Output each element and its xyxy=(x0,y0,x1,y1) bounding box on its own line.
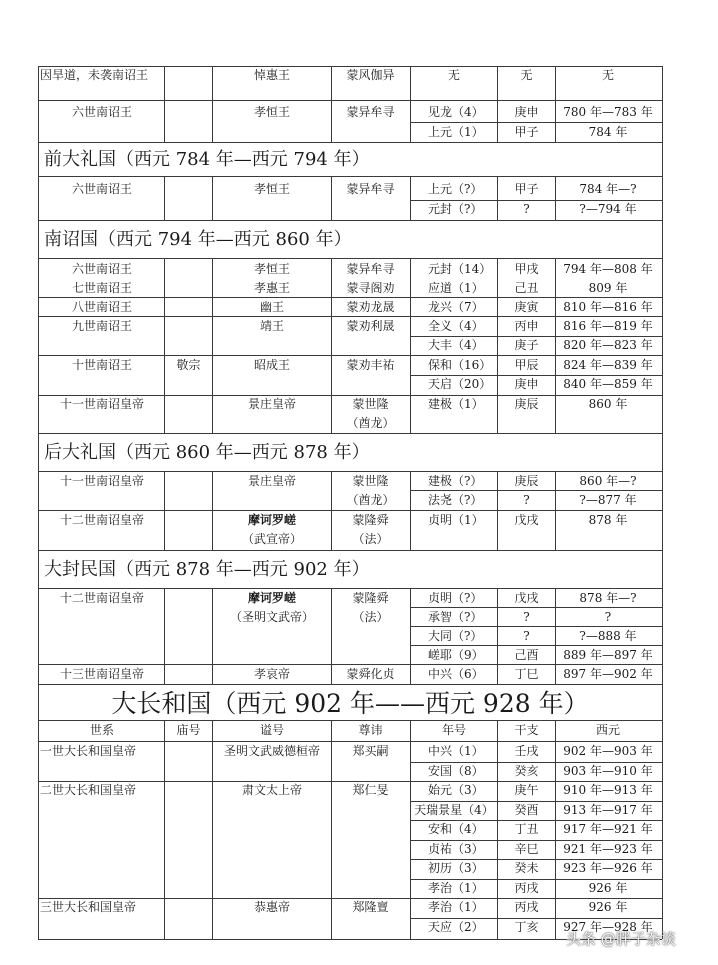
grid-vline xyxy=(164,720,165,939)
era-name-cell: 上元（?） xyxy=(428,182,483,196)
section-title-hou-dali: 后大礼国（西元 860 年—西元 878 年） xyxy=(44,442,370,463)
era-name-cell: 始元（3） xyxy=(428,783,484,797)
generation-cell: 十三世南诏皇帝 xyxy=(59,667,144,681)
ganzhi-cell: 癸未 xyxy=(514,861,539,875)
ganzhi-cell: 无 xyxy=(520,68,533,82)
era-name-cell: 孝治（1） xyxy=(428,900,484,914)
era-name-cell: 中兴（6） xyxy=(428,667,484,681)
ad-years-cell: 878 年 xyxy=(588,513,628,527)
posthumous-name-cell: 孝恒王 xyxy=(253,105,290,119)
era-name-cell: 中兴（1） xyxy=(428,744,484,758)
grid-hline xyxy=(38,220,662,221)
era-name-cell: 安国（8） xyxy=(428,764,484,778)
ad-years-cell: ? xyxy=(604,610,612,624)
era-name-cell: 龙兴（7） xyxy=(428,300,484,314)
header-cell: 尊讳 xyxy=(358,723,383,737)
ganzhi-cell: 甲子 xyxy=(514,125,539,139)
grid-vline xyxy=(662,66,663,939)
ad-years-cell: 923 年—926 年 xyxy=(563,861,653,875)
grid-vline xyxy=(410,720,411,939)
era-name-cell: 嵯耶（9） xyxy=(428,648,484,662)
era-name-cell: 天应（2） xyxy=(428,920,484,934)
grid-vline xyxy=(164,471,165,550)
posthumous-name-alt-cell: （武宣帝） xyxy=(241,532,302,546)
posthumous-name-cell: 景庄皇帝 xyxy=(247,397,296,411)
ganzhi-cell: 丁丑 xyxy=(514,822,539,836)
era-name-cell: 贞明（1） xyxy=(428,513,484,527)
ad-years-cell: 816 年—819 年 xyxy=(563,319,653,333)
posthumous-name-cell: 圣明文武威德桓帝 xyxy=(223,744,320,758)
grid-vline xyxy=(410,471,411,550)
ganzhi-cell: 丙申 xyxy=(514,319,539,333)
era-name-cell: 天启（20） xyxy=(428,377,492,391)
personal-name-cell: 蒙世隆 xyxy=(352,397,389,411)
personal-name-cell: 郑仁旻 xyxy=(352,783,389,797)
header-cell: 谥号 xyxy=(259,723,284,737)
personal-name-cell: 蒙异牟寻 xyxy=(346,105,395,119)
era-name-cell: 元封（?） xyxy=(428,202,483,216)
ad-years-cell: 无 xyxy=(601,68,614,82)
grid-vline xyxy=(164,258,165,433)
personal-name-cell: 蒙隆舜 xyxy=(352,513,389,527)
ganzhi-cell: 庚午 xyxy=(514,783,539,797)
ad-years-cell: 903 年—910 年 xyxy=(563,764,653,778)
era-name-cell: 大丰（4） xyxy=(428,338,484,352)
ganzhi-cell: 己酉 xyxy=(514,648,539,662)
ad-years-cell: 921 年—923 年 xyxy=(563,842,653,856)
posthumous-name-cell: 靖王 xyxy=(259,319,284,333)
ad-years-cell: 910 年—913 年 xyxy=(563,783,653,797)
ganzhi-cell: 丁亥 xyxy=(514,920,539,934)
ganzhi-cell: 癸酉 xyxy=(514,803,539,817)
era-name-cell: 建极（1） xyxy=(428,397,484,411)
ad-years-cell: 824 年—839 年 xyxy=(563,358,653,372)
personal-name-cell: 郑买嗣 xyxy=(352,744,389,758)
ganzhi-cell: ? xyxy=(523,493,530,507)
grid-hline xyxy=(38,142,662,143)
header-cell: 西元 xyxy=(595,723,620,737)
posthumous-name-cell: 孝惠王 xyxy=(253,281,290,295)
era-name-cell: 应道（1） xyxy=(428,281,484,295)
grid-vline xyxy=(38,66,39,939)
ganzhi-cell: 甲辰 xyxy=(514,358,539,372)
ganzhi-cell: 戊戌 xyxy=(514,513,539,527)
ganzhi-cell: 己丑 xyxy=(514,281,539,295)
ganzhi-cell: 丁巳 xyxy=(514,667,539,681)
posthumous-name-cell: 肃文太上帝 xyxy=(241,783,302,797)
personal-name-cell: 蒙隆舜 xyxy=(352,591,389,605)
ad-years-cell: 780 年—783 年 xyxy=(563,105,653,119)
header-cell: 年号 xyxy=(441,723,466,737)
header-cell: 庙号 xyxy=(176,723,201,737)
personal-name-cell: 蒙世隆 xyxy=(352,474,389,488)
grid-vline xyxy=(410,258,411,433)
posthumous-name-cell: 幽王 xyxy=(259,300,284,314)
posthumous-name-cell: 摩诃罗嵯 xyxy=(247,591,296,605)
generation-cell: 十世南诏王 xyxy=(71,358,132,372)
generation-cell: 六世南诏王 xyxy=(71,182,132,196)
personal-name-cell: 蒙异牟寻 xyxy=(346,262,395,276)
posthumous-name-cell: 摩诃罗嵯 xyxy=(247,513,296,527)
posthumous-name-cell: 昭成王 xyxy=(253,358,290,372)
generation-cell: 八世南诏王 xyxy=(71,300,132,314)
generation-cell: 十一世南诏皇帝 xyxy=(59,474,144,488)
ad-years-cell: ?—888 年 xyxy=(579,629,637,643)
era-name-cell: 孝治（1） xyxy=(428,881,484,895)
ad-years-cell: 897 年—902 年 xyxy=(563,667,653,681)
era-name-cell: 安和（4） xyxy=(428,822,484,836)
era-name-cell: 见龙（4） xyxy=(428,105,484,119)
ad-years-cell: 860 年 xyxy=(588,397,628,411)
ad-years-cell: 809 年 xyxy=(588,281,628,295)
ad-years-cell: 902 年—903 年 xyxy=(563,744,653,758)
grid-hline xyxy=(38,100,662,101)
ad-years-cell: 889 年—897 年 xyxy=(563,648,653,662)
header-cell: 世系 xyxy=(89,723,114,737)
header-cell: 干支 xyxy=(514,723,539,737)
era-name-cell: 承智（?） xyxy=(428,610,483,624)
ganzhi-cell: 辛巳 xyxy=(514,842,539,856)
personal-name-cell: 蒙劝利晟 xyxy=(346,319,395,333)
personal-name-cell: 蒙劝丰祐 xyxy=(346,358,395,372)
era-name-cell: 上元（1） xyxy=(428,125,484,139)
era-name-cell: 全义（4） xyxy=(428,319,484,333)
era-name-cell: 建极（?） xyxy=(428,474,483,488)
grid-vline xyxy=(410,176,411,220)
posthumous-name-cell: 恭惠帝 xyxy=(253,900,290,914)
era-name-cell: 保和（16） xyxy=(428,358,492,372)
ad-years-cell: 927 年—928 年 xyxy=(563,920,653,934)
ganzhi-cell: 庚辰 xyxy=(514,397,539,411)
ad-years-cell: 840 年—859 年 xyxy=(563,377,653,391)
ad-years-cell: 926 年 xyxy=(588,881,628,895)
grid-vline xyxy=(164,66,165,142)
era-name-cell: 无 xyxy=(447,68,460,82)
generation-cell: 十二世南诏皇帝 xyxy=(59,513,144,527)
generation-cell: 七世南诏王 xyxy=(71,281,132,295)
grid-vline xyxy=(164,176,165,220)
era-name-cell: 贞祐（3） xyxy=(428,842,484,856)
era-name-cell: 元封（14） xyxy=(428,262,492,276)
grid-hline xyxy=(38,550,662,551)
section-title-nanzhao: 南诏国（西元 794 年—西元 860 年） xyxy=(44,229,352,250)
ganzhi-cell: ? xyxy=(523,202,530,216)
generation-cell: 九世南诏王 xyxy=(71,319,132,333)
grid-hline xyxy=(38,258,662,259)
ganzhi-cell: 庚辰 xyxy=(514,474,539,488)
alias-cell: （法） xyxy=(352,610,389,624)
generation-cell: 十二世南诏皇帝 xyxy=(59,591,144,605)
generation-cell: 三世大长和国皇帝 xyxy=(40,900,137,914)
personal-name-cell: 郑隆亶 xyxy=(352,900,389,914)
ad-years-cell: 784 年—? xyxy=(579,182,637,196)
ad-years-cell: ?—794 年 xyxy=(579,202,637,216)
alias-cell: （酋龙） xyxy=(346,416,395,430)
generation-cell: 二世大长和国皇帝 xyxy=(40,783,137,797)
ganzhi-cell: ? xyxy=(523,629,530,643)
watermark: 头条 @胖子杂谈 xyxy=(566,930,676,948)
ad-years-cell: 860 年—? xyxy=(579,474,637,488)
grid-vline xyxy=(164,588,165,684)
ganzhi-cell: 庚申 xyxy=(514,377,539,391)
ad-years-cell: 878 年—? xyxy=(579,591,637,605)
ganzhi-cell: 戊戌 xyxy=(514,591,539,605)
generation-cell: 六世南诏王 xyxy=(71,262,132,276)
ganzhi-cell: 癸亥 xyxy=(514,764,539,778)
grid-hline xyxy=(38,176,662,177)
ganzhi-cell: 丙戌 xyxy=(514,881,539,895)
temple-name-cell: 敬宗 xyxy=(176,358,201,372)
posthumous-name-alt-cell: （圣明文武帝） xyxy=(229,610,314,624)
grid-vline xyxy=(410,588,411,684)
ad-years-cell: 913 年—917 年 xyxy=(563,803,653,817)
grid-hline xyxy=(38,433,662,434)
ganzhi-cell: 丙戌 xyxy=(514,900,539,914)
ad-years-cell: 820 年—823 年 xyxy=(563,338,653,352)
personal-name-cell: 蒙舜化贞 xyxy=(346,667,395,681)
ganzhi-cell: 甲戌 xyxy=(514,262,539,276)
ad-years-cell: 810 年—816 年 xyxy=(563,300,653,314)
ganzhi-cell: 庚申 xyxy=(514,105,539,119)
generation-cell: 因旱道，未袭南诏王 xyxy=(40,68,149,82)
section-title-dachanghe: 大长和国（西元 902 年——西元 928 年） xyxy=(111,689,589,718)
ganzhi-cell: 庚寅 xyxy=(514,300,539,314)
ad-years-cell: 784 年 xyxy=(588,125,628,139)
posthumous-name-cell: 悼惠王 xyxy=(253,68,290,82)
alias-cell: （法） xyxy=(352,532,389,546)
ganzhi-cell: 庚子 xyxy=(514,338,539,352)
ganzhi-cell: 壬戌 xyxy=(514,744,539,758)
era-name-cell: 大同（?） xyxy=(428,629,483,643)
section-title-dafengmin: 大封民国（西元 878 年—西元 902 年） xyxy=(44,559,370,580)
posthumous-name-cell: 孝哀帝 xyxy=(253,667,290,681)
personal-name-cell: 蒙寻阁劝 xyxy=(346,281,395,295)
ad-years-cell: 917 年—921 年 xyxy=(563,822,653,836)
posthumous-name-cell: 景庄皇帝 xyxy=(247,474,296,488)
posthumous-name-cell: 孝恒王 xyxy=(253,182,290,196)
generation-cell: 六世南诏王 xyxy=(71,105,132,119)
ad-years-cell: 926 年 xyxy=(588,900,628,914)
posthumous-name-cell: 孝恒王 xyxy=(253,262,290,276)
generation-cell: 一世大长和国皇帝 xyxy=(40,744,137,758)
personal-name-cell: 蒙劝龙晟 xyxy=(346,300,395,314)
era-name-cell: 天瑞景星（4） xyxy=(414,803,494,817)
personal-name-cell: 蒙风伽异 xyxy=(346,68,395,82)
era-name-cell: 法尧（?） xyxy=(428,493,483,507)
alias-cell: （酋龙） xyxy=(346,493,395,507)
personal-name-cell: 蒙异牟寻 xyxy=(346,182,395,196)
generation-cell: 十一世南诏皇帝 xyxy=(59,397,144,411)
section-title-qian-dali: 前大礼国（西元 784 年—西元 794 年） xyxy=(44,149,370,170)
era-name-cell: 贞明（?） xyxy=(428,591,483,605)
ganzhi-cell: 甲子 xyxy=(514,182,539,196)
ganzhi-cell: ? xyxy=(523,610,530,624)
era-name-cell: 初历（3） xyxy=(428,861,484,875)
ad-years-cell: 794 年—808 年 xyxy=(563,262,653,276)
grid-hline xyxy=(38,684,662,685)
ad-years-cell: ?—877 年 xyxy=(579,493,637,507)
